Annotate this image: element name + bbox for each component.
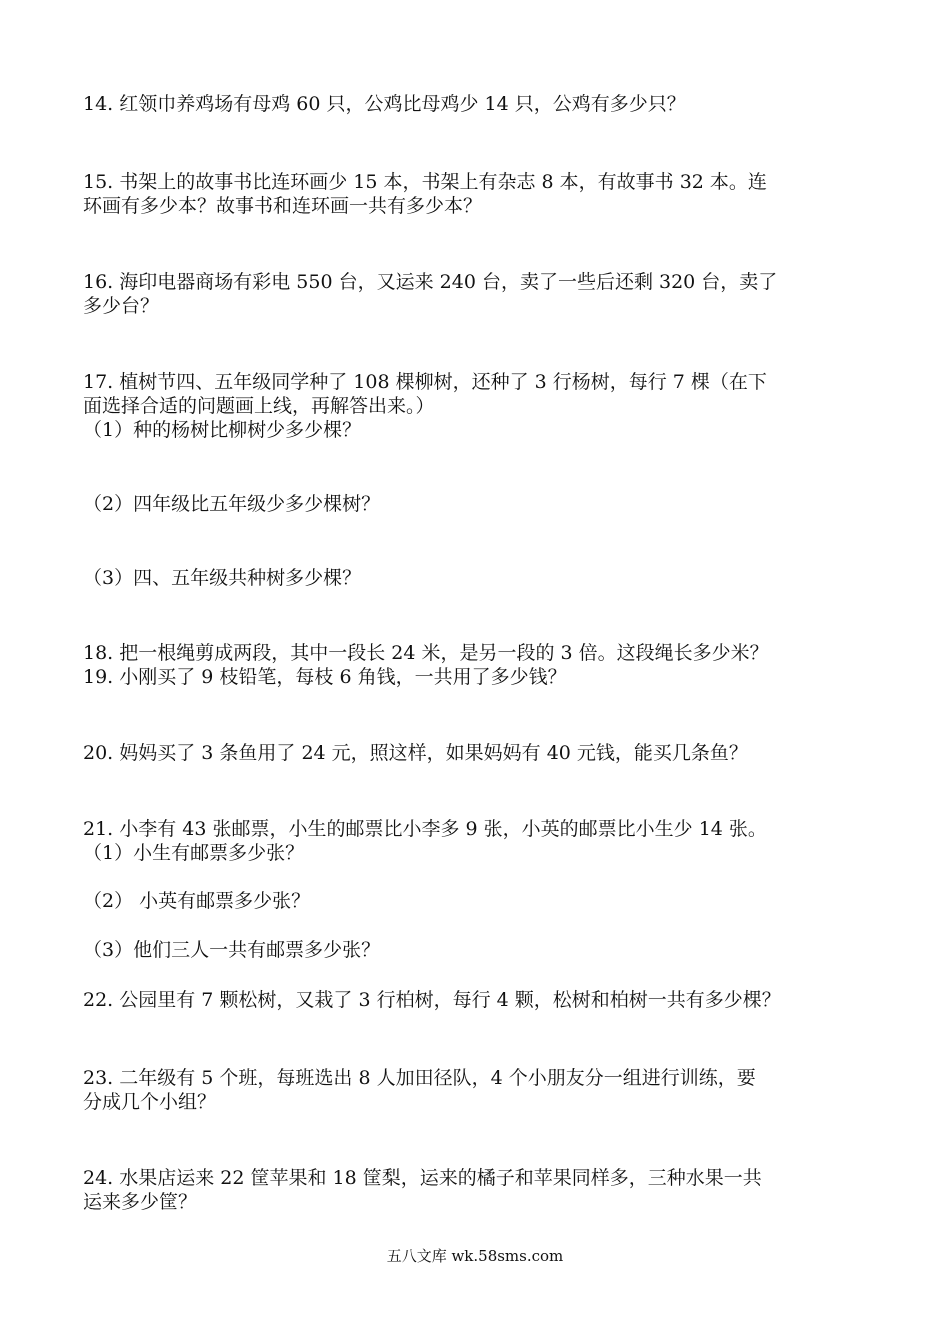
question-18-line-1: 18. 把一根绳剪成两段，其中一段长 24 米，是另一段的 3 倍。这段绳长多少米？	[83, 642, 769, 664]
question-17-line-1: 17. 植树节四、五年级同学种了 108 棵柳树，还种了 3 行杨树，每行 7 棵（在下	[83, 371, 767, 393]
page-footer: 五八文库 wk.58sms.com	[386, 1247, 564, 1265]
question-24-line-1: 24. 水果店运来 22 筐苹果和 18 筐梨，运来的橘子和苹果同样多，三种水果一共	[83, 1167, 762, 1189]
question-23-line-2: 分成几个小组？	[83, 1091, 217, 1113]
question-21-sub-2: （2） 小英有邮票多少张？	[83, 890, 311, 912]
question-17-line-2: 面选择合适的问题画上线，再解答出来。）	[83, 395, 435, 417]
question-14-line-1: 14. 红领巾养鸡场有母鸡 60 只，公鸡比母鸡少 14 只，公鸡有多少只？	[83, 93, 686, 115]
question-23-line-1: 23. 二年级有 5 个班，每班选出 8 人加田径队，4 个小朋友分一组进行训练，要	[83, 1067, 756, 1089]
question-16-line-2: 多少台？	[83, 295, 160, 317]
question-17-sub-1: （1）种的杨树比柳树少多少棵？	[83, 419, 362, 441]
question-15-line-2: 环画有多少本？故事书和连环画一共有多少本？	[83, 195, 483, 217]
question-24-line-2: 运来多少筐？	[83, 1191, 198, 1213]
question-19-line-1: 19. 小刚买了 9 枝铅笔，每枝 6 角钱，一共用了多少钱？	[83, 666, 567, 688]
question-22-line-1: 22. 公园里有 7 颗松树，又栽了 3 行柏树，每行 4 颗，松树和柏树一共有多少棵？	[83, 989, 781, 1011]
question-17-sub-3: （3）四、五年级共种树多少棵？	[83, 567, 362, 589]
question-21-sub-1: （1）小生有邮票多少张？	[83, 842, 305, 864]
question-15-line-1: 15. 书架上的故事书比连环画少 15 本，书架上有杂志 8 本，有故事书 32 本。连	[83, 171, 767, 193]
question-17-sub-2: （2）四年级比五年级少多少棵树？	[83, 493, 381, 515]
question-20-line-1: 20. 妈妈买了 3 条鱼用了 24 元，照这样，如果妈妈有 40 元钱，能买几条鱼？	[83, 742, 748, 764]
question-21-sub-3: （3）他们三人一共有邮票多少张？	[83, 939, 381, 961]
question-16-line-1: 16. 海印电器商场有彩电 550 台，又运来 240 台，卖了一些后还剩 320 台，卖了	[83, 271, 778, 293]
question-21-line-1: 21. 小李有 43 张邮票，小生的邮票比小李多 9 张，小英的邮票比小生少 14 张。	[83, 818, 767, 840]
